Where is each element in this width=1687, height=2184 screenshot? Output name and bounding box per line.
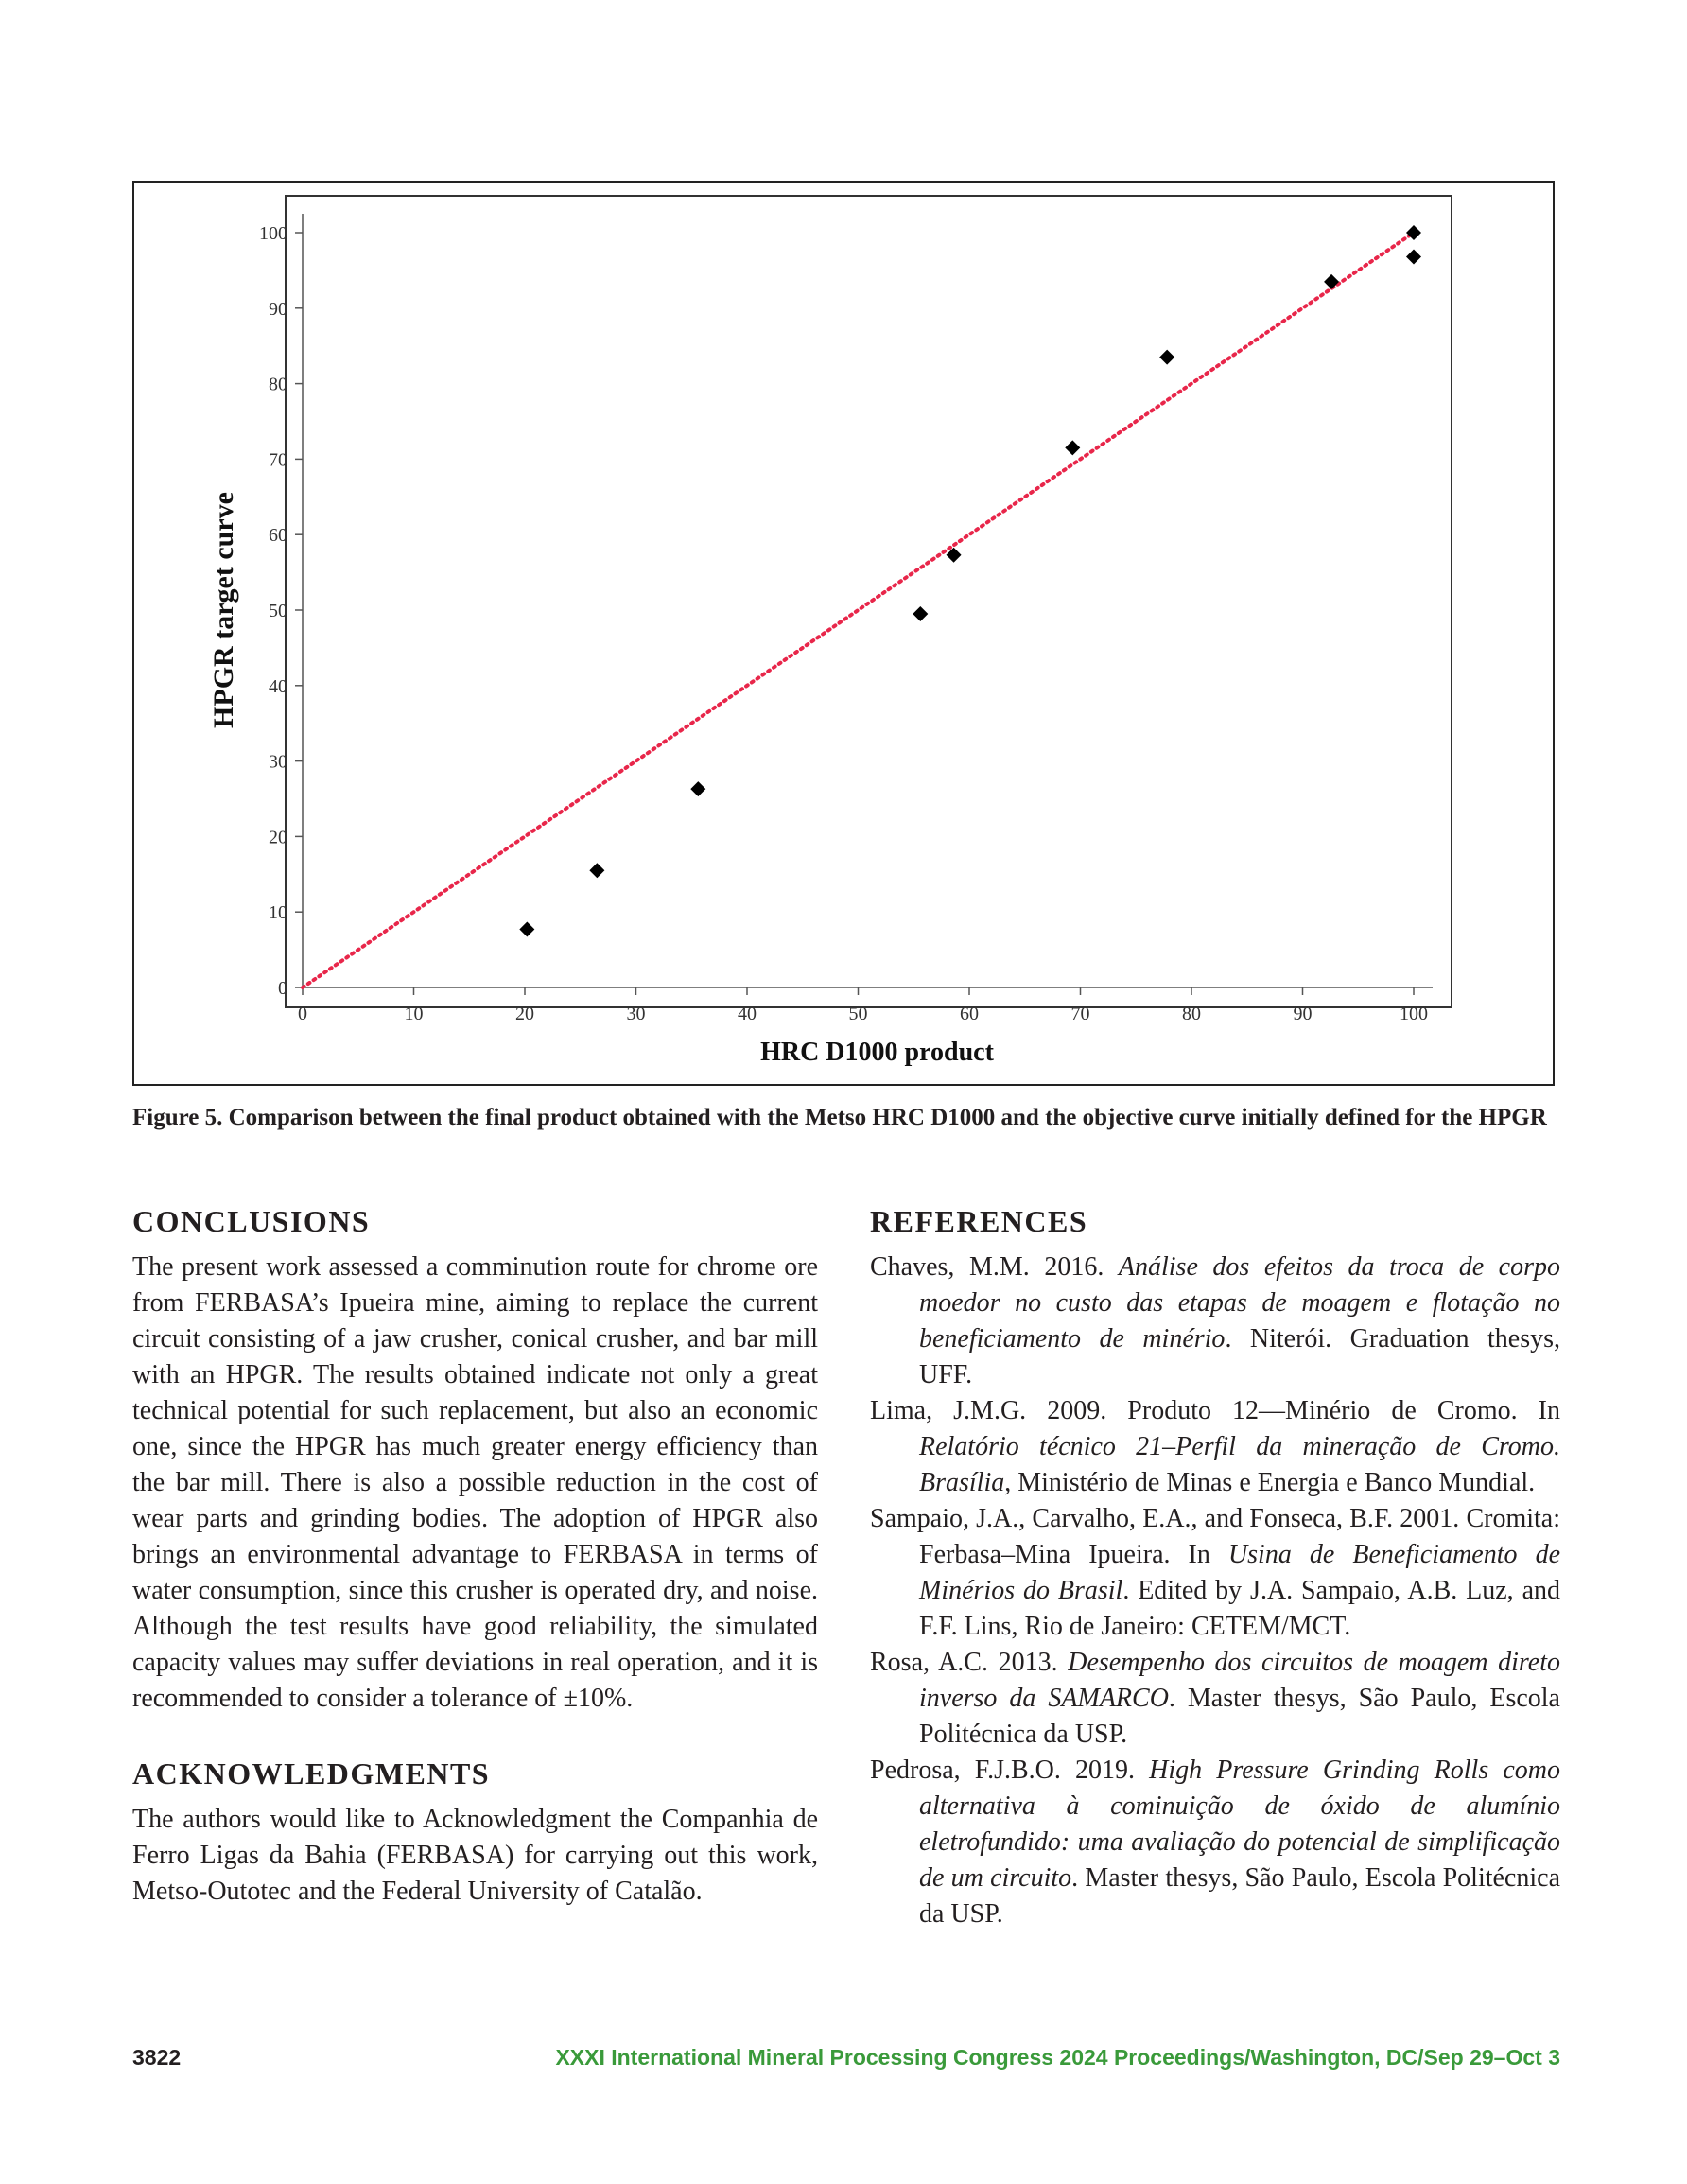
x-tick-label: 20	[515, 1004, 534, 1024]
reference-item: Sampaio, J.A., Carvalho, E.A., and Fonseca, B.F. 2001. Cromita: Ferbasa–Mina Ipueira. In Usina de Beneficiamento de Minérios do Brasil. Edited by J.A. Sampaio, A.B. Luz, and F.F. Lins, Rio de Janeiro: CETEM/MCT.	[870, 1504, 1560, 1641]
data-point	[589, 863, 604, 878]
x-axis-label: HRC D1000 product	[760, 1038, 994, 1067]
scatter-chart	[134, 183, 1553, 1084]
x-tick-label: 80	[1182, 1004, 1201, 1024]
y-axis-label: HPGR target curve	[208, 492, 239, 728]
x-tick-label: 90	[1293, 1004, 1313, 1024]
data-point	[1406, 250, 1421, 265]
x-tick-label: 30	[626, 1004, 646, 1024]
right-column	[870, 1202, 1560, 1932]
acknowledgments-heading: ACKNOWLEDGMENTS	[132, 1756, 491, 1791]
y-tick-label: 70	[269, 449, 287, 471]
y-tick-label: 100	[259, 223, 287, 244]
data-point	[1065, 440, 1080, 455]
y-tick-label: 40	[269, 675, 287, 697]
x-tick-label: 10	[404, 1004, 424, 1024]
acknowledgments-text: The authors would like to Acknowledgment the Companhia de Ferro Ligas da Bahia (FERBASA) for carrying out this work, Metso-Outotec and the Federal University of Catalão.	[132, 1805, 818, 1906]
reference-line	[303, 233, 1414, 987]
reference-item: Rosa, A.C. 2013. Desempenho dos circuitos de moagem direto inverso da SAMARCO. Master thesys, São Paulo, Escola Politécnica da USP.	[870, 1648, 1560, 1749]
reference-item: Lima, J.M.G. 2009. Produto 12—Minério de Cromo. In Relatório técnico 21–Perfil da mineração de Cromo. Brasília, Ministério de Minas e Energia e Banco Mundial.	[870, 1396, 1560, 1497]
reference-item: Pedrosa, F.J.B.O. 2019. High Pressure Grinding Rolls como alternativa à cominuição de óxido de alumínio eletrofundido: uma avaliação do potencial de simplificação de um circuito. Master thesys, São Paulo, Escola Politécnica da USP.	[870, 1756, 1560, 1929]
data-point	[519, 922, 534, 937]
y-tick-label: 80	[269, 374, 287, 395]
y-tick-label: 20	[269, 827, 287, 848]
data-point	[1406, 225, 1421, 240]
x-tick-label: 40	[738, 1004, 757, 1024]
x-tick-label: 50	[848, 1004, 868, 1024]
y-tick-label: 0	[278, 978, 287, 999]
figure-frame	[132, 181, 1555, 1086]
conclusions-text: The present work assessed a comminution route for chrome ore from FERBASA’s Ipueira mine, aiming to replace the current circuit consisting of a jaw crusher, conical crusher, and bar mill with an HPGR. The results obtained indicate not only a great technical potential for such replacement, but also an economic one, since the HPGR has much greater energy efficiency than the bar mill. There is also a possible reduction in the cost of wear parts and grinding bodies. The adoption of HPGR also brings an environmental advantage to FERBASA in terms of water consumption, since this crusher is operated dry, and noise. Although the test results have good reliability, the simulated capacity values may suffer deviations in real operation, and it is recommended to consider a tolerance of ±10%.	[132, 1252, 818, 1713]
data-point	[1159, 350, 1174, 365]
y-tick-label: 50	[269, 601, 287, 621]
y-tick-label: 30	[269, 751, 287, 773]
conclusions-heading: CONCLUSIONS	[132, 1204, 371, 1238]
references-heading: REFERENCES	[870, 1204, 1088, 1238]
figure-caption: Figure 5. Comparison between the final product obtained with the Metso HRC D1000 and the objective curve initially defined for the HPGR	[132, 1105, 1547, 1130]
conference-footer: XXXI International Mineral Processing Congress 2024 Proceedings/Washington, DC/Sep 29–Oct 3	[555, 2045, 1560, 2070]
y-tick-label: 60	[269, 525, 287, 547]
data-point	[913, 606, 928, 621]
page-number: 3822	[132, 2045, 182, 2070]
y-tick-label: 10	[269, 902, 287, 924]
x-tick-label: 70	[1070, 1004, 1090, 1024]
x-tick-label: 0	[298, 1004, 307, 1024]
left-column	[132, 1202, 818, 1910]
data-point	[690, 781, 705, 796]
reference-item: Chaves, M.M. 2016. Análise dos efeitos da troca de corpo moedor no custo das etapas de moagem e flotação no beneficiamento de minério. Niterói. Graduation thesys, UFF.	[870, 1252, 1560, 1389]
y-tick-label: 90	[269, 298, 287, 320]
x-tick-label: 100	[1400, 1004, 1428, 1024]
x-tick-label: 60	[960, 1004, 979, 1024]
data-point	[1324, 274, 1339, 289]
